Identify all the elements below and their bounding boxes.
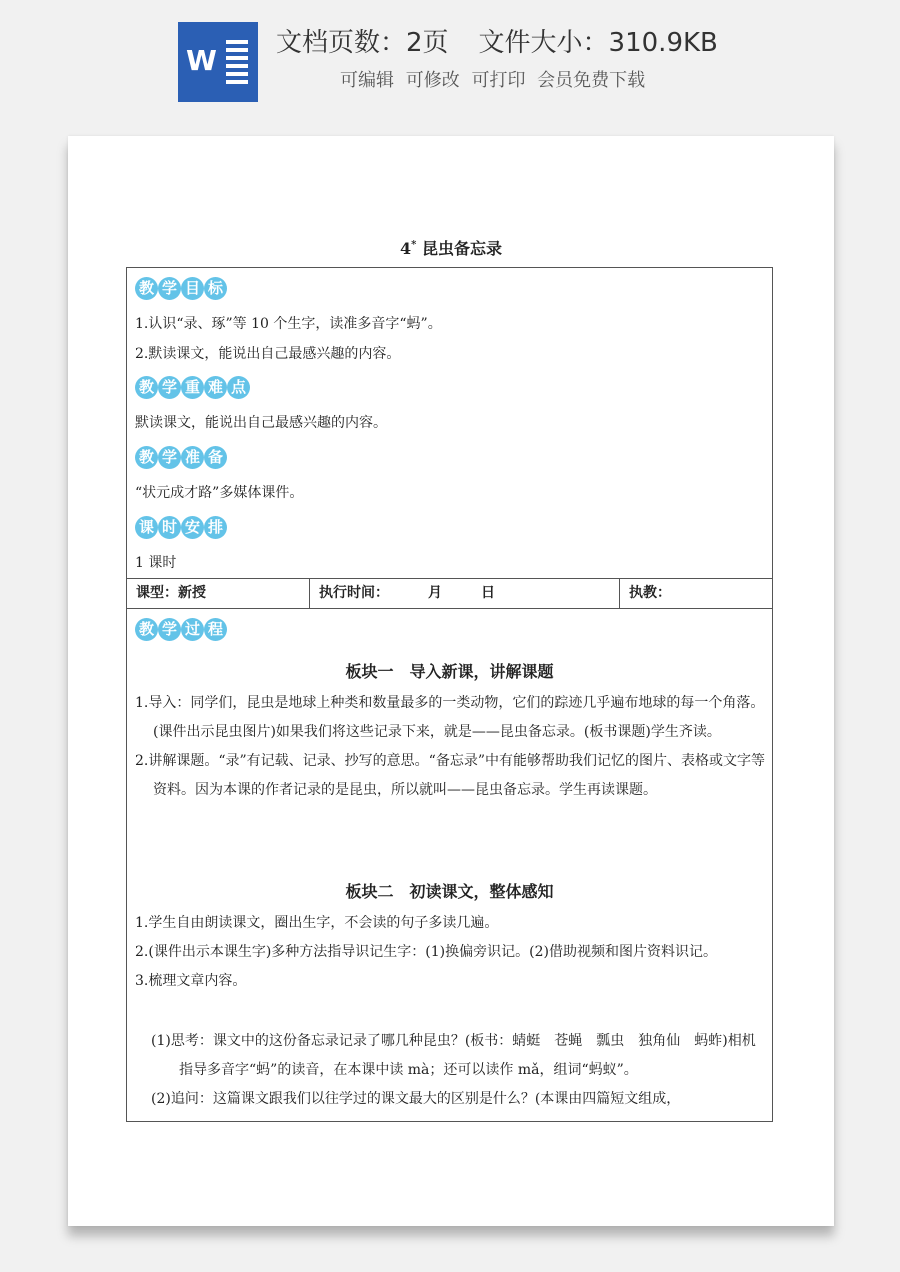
block2-subitem: (2)追问：这篇课文跟我们以往学过的课文最大的区别是什么？(本课由四篇短文组成，: [151, 1091, 681, 1107]
schedule-text: 1 课时: [135, 555, 177, 571]
goal-item: 1.认识“录、琢”等 10 个生字，读准多音字“蚂”。: [135, 316, 442, 332]
badge-preparation: 教 学 准 备: [135, 446, 227, 470]
badge-schedule: 课 时 安 排: [135, 516, 227, 540]
word-document-icon: W: [178, 22, 258, 102]
teacher: 执教：: [629, 585, 671, 601]
teaching-process: [127, 609, 772, 1121]
file-size: 文件大小：310.9KB: [478, 28, 718, 58]
feature-list: 可编辑 可修改 可打印 会员免费下载: [340, 70, 646, 91]
badge-teaching-goals: 教 学 目 标: [135, 277, 227, 301]
block1-heading: 板块一 导入新课，讲解课题: [345, 662, 554, 681]
download-header: [0, 0, 900, 120]
lesson-meta-row: [127, 578, 772, 609]
lesson-overview: [127, 268, 772, 578]
block2-body: [135, 909, 769, 996]
execution-time: 执行时间： 月 日: [310, 579, 620, 608]
file-info: [276, 22, 718, 59]
lesson-type: 课型：新授: [127, 579, 310, 608]
lesson-plan-table: [126, 267, 773, 1122]
block1-item: 2.讲解课题。“录”有记载、记录、抄写的意思。“备忘录”中有能够帮助我们记忆的图片、表格或文字等资料。因为本课的作者记录的是昆虫，所以就叫——昆虫备忘录。学生再读课题。: [135, 753, 765, 798]
block2-subitem: (1)思考：课文中的这份备忘录记录了哪几种昆虫？(板书：蜻蜓 苍蝇 瓢虫 独角仙 蚂蚱)相机指导多音字“蚂”的读音，在本课中读 mà；还可以读作 mǎ，组词“蚂蚁”。: [151, 1033, 756, 1078]
block1-item: 1.导入：同学们，昆虫是地球上种类和数量最多的一类动物，它们的踪迹几乎遍布地球的每一个角落。(课件出示昆虫图片)如果我们将这些记录下来，就是——昆虫备忘录。(板书课题)学生齐读。: [135, 695, 765, 740]
block2-heading: 板块二 初读课文，整体感知: [345, 882, 554, 901]
goal-item: 2.默读课文，能说出自己最感兴趣的内容。: [135, 346, 401, 362]
preparation-text: “状元成才路”多媒体课件。: [135, 485, 304, 501]
badge-teaching-process: 教 学 过 程: [135, 618, 227, 642]
badge-key-points: 教 学 重 难 点: [135, 376, 250, 400]
document-title: 4* 昆虫备忘录: [400, 239, 502, 258]
block2-item: 1.学生自由朗读课文，圈出生字，不会读的句子多读几遍。: [135, 915, 499, 931]
block2-item: 3.梳理文章内容。: [135, 973, 247, 989]
block1-body: [135, 689, 769, 805]
page-count: 文档页数：2页: [276, 28, 449, 58]
key-points-text: 默读课文，能说出自己最感兴趣的内容。: [135, 415, 387, 431]
document-page: [68, 136, 834, 1226]
block2-item: 2.(课件出示本课生字)多种方法指导识记生字：(1)换偏旁识记。(2)借助视频和图片资料识记。: [135, 944, 717, 960]
